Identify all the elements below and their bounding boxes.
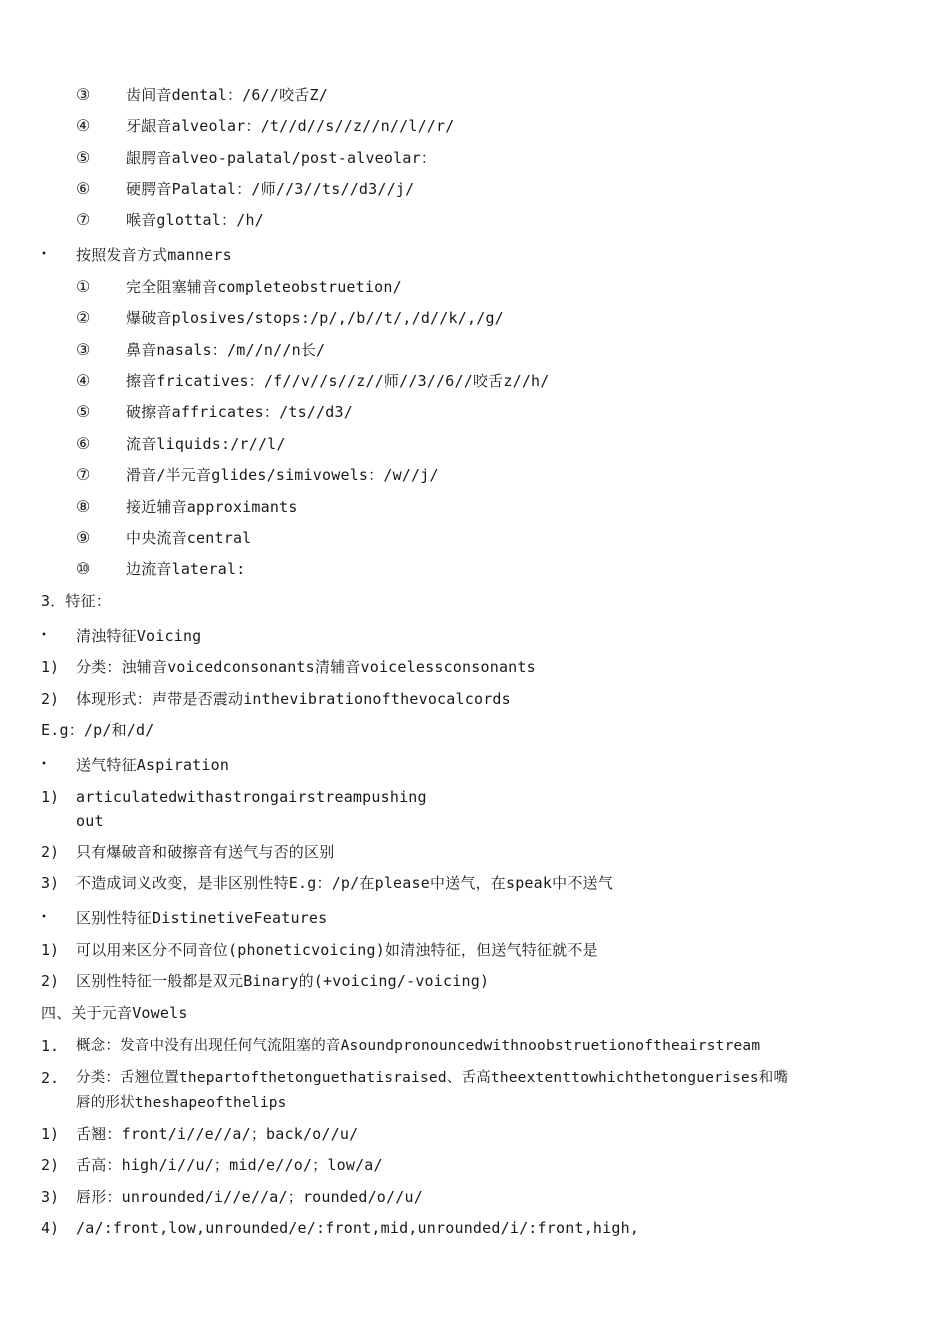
list-number: 2) (41, 690, 60, 708)
list-item: 擦音fricatives：/f//v//s//z//师//3//6//咬舌z//h/ (126, 372, 550, 390)
list-number: ② (76, 308, 91, 327)
list-number: ⑥ (76, 179, 91, 198)
list-number: ⑧ (76, 497, 91, 516)
list-number: ⑦ (76, 465, 91, 484)
list-item: 舌高：high/i//u/；mid/e//o/；low/a/ (76, 1156, 383, 1174)
bullet-icon: • (41, 759, 47, 770)
list-item: 喉音glottal：/h/ (126, 211, 264, 229)
subsection-heading-voicing: 清浊特征Voicing (76, 627, 202, 645)
list-number: ⑤ (76, 148, 91, 167)
list-item-continuation: 唇的形状theshapeofthelips (76, 1095, 287, 1111)
list-number: 4) (41, 1219, 60, 1237)
list-item: 分类：舌翘位置thepartofthetonguethatisraised、舌高theextenttowhichthetonguerises和嘴 (76, 1070, 789, 1086)
list-number: ⑦ (76, 210, 91, 229)
list-item: 接近辅音approximants (126, 498, 298, 516)
list-item: articulatedwithastrongairstreampushing (76, 788, 427, 806)
section-heading-features: 3．特征： (41, 592, 112, 610)
list-number: 1. (41, 1037, 60, 1055)
bullet-icon: • (41, 249, 47, 260)
list-item: 完全阻塞辅音completeobstruetion/ (126, 278, 402, 296)
list-number: 1) (41, 658, 60, 676)
list-number: 1) (41, 788, 60, 806)
list-item: 只有爆破音和破擦音有送气与否的区别 (76, 843, 335, 861)
list-item: 舌翘：front/i//e//a/；back/o//u/ (76, 1125, 359, 1143)
list-number: ③ (76, 340, 91, 359)
list-item: 牙龈音alveolar：/t//d//s//z//n//l//r/ (126, 117, 455, 135)
list-number: ③ (76, 85, 91, 104)
list-number: 2) (41, 972, 60, 990)
subsection-heading-aspiration: 送气特征Aspiration (76, 756, 230, 774)
list-item: 分类：浊辅音voicedconsonants清辅音voicelessconsonants (76, 658, 536, 676)
list-item: 边流音lateral: (126, 560, 246, 578)
list-number: 2) (41, 843, 60, 861)
list-number: 1) (41, 941, 60, 959)
list-number: ⑤ (76, 402, 91, 421)
list-number: 1) (41, 1125, 60, 1143)
list-item: 不造成词义改变，是非区别性特E.g：/p/在please中送气，在speak中不送气 (76, 874, 613, 892)
list-item: 齿间音dental：/6//咬舌Z/ (126, 86, 328, 104)
list-number: 3) (41, 1188, 60, 1206)
list-number: ④ (76, 116, 91, 135)
list-number: 2. (41, 1069, 60, 1087)
list-item: 中央流音central (126, 529, 252, 547)
bullet-icon: • (41, 630, 47, 641)
list-number: 3) (41, 874, 60, 892)
list-number: ⑩ (76, 559, 91, 578)
list-item: 区别性特征一般都是双元Binary的(+voicing/-voicing) (76, 972, 490, 990)
list-item: /a/:front,low,unrounded/e/:front,mid,unrounded/i/:front,high, (76, 1219, 640, 1237)
list-number: ⑥ (76, 434, 91, 453)
list-item: 流音liquids:/r//l/ (126, 435, 286, 453)
subsection-heading-distinctive: 区别性特征DistinetiveFeatures (76, 909, 328, 927)
bullet-icon: • (41, 912, 47, 923)
list-number: ① (76, 277, 91, 296)
list-item: 硬腭音Palatal：/师//3//ts//d3//j/ (126, 180, 415, 198)
section-heading-vowels: 四、关于元音Vowels (41, 1004, 188, 1022)
list-item: 唇形：unrounded/i//e//a/；rounded/o//u/ (76, 1188, 423, 1206)
list-number: ④ (76, 371, 91, 390)
list-item: 概念：发音中没有出现任何气流阻塞的音Asoundpronouncedwithnoobstruetionoftheairstream (76, 1038, 761, 1054)
list-number: ⑨ (76, 528, 91, 547)
list-item: 体现形式：声带是否震动inthevibrationofthevocalcords (76, 690, 511, 708)
section-heading-manners: 按照发音方式manners (76, 246, 232, 264)
list-item: 滑音/半元音glides/simivowels：/w//j/ (126, 466, 439, 484)
list-item: 可以用来区分不同音位(phoneticvoicing)如清浊特征，但送气特征就不是 (76, 941, 598, 959)
example-text: E.g：/p/和/d/ (41, 721, 155, 739)
list-item: 破擦音affricates：/ts//d3/ (126, 403, 353, 421)
list-item-continuation: out (76, 812, 104, 830)
list-item: 鼻音nasals：/m//n//n长/ (126, 341, 326, 359)
list-item: 龈腭音alveo-palatal/post-alveolar： (126, 149, 437, 167)
list-number: 2) (41, 1156, 60, 1174)
list-item: 爆破音plosives/stops:/p/,/b//t/,/d//k/,/g/ (126, 309, 504, 327)
